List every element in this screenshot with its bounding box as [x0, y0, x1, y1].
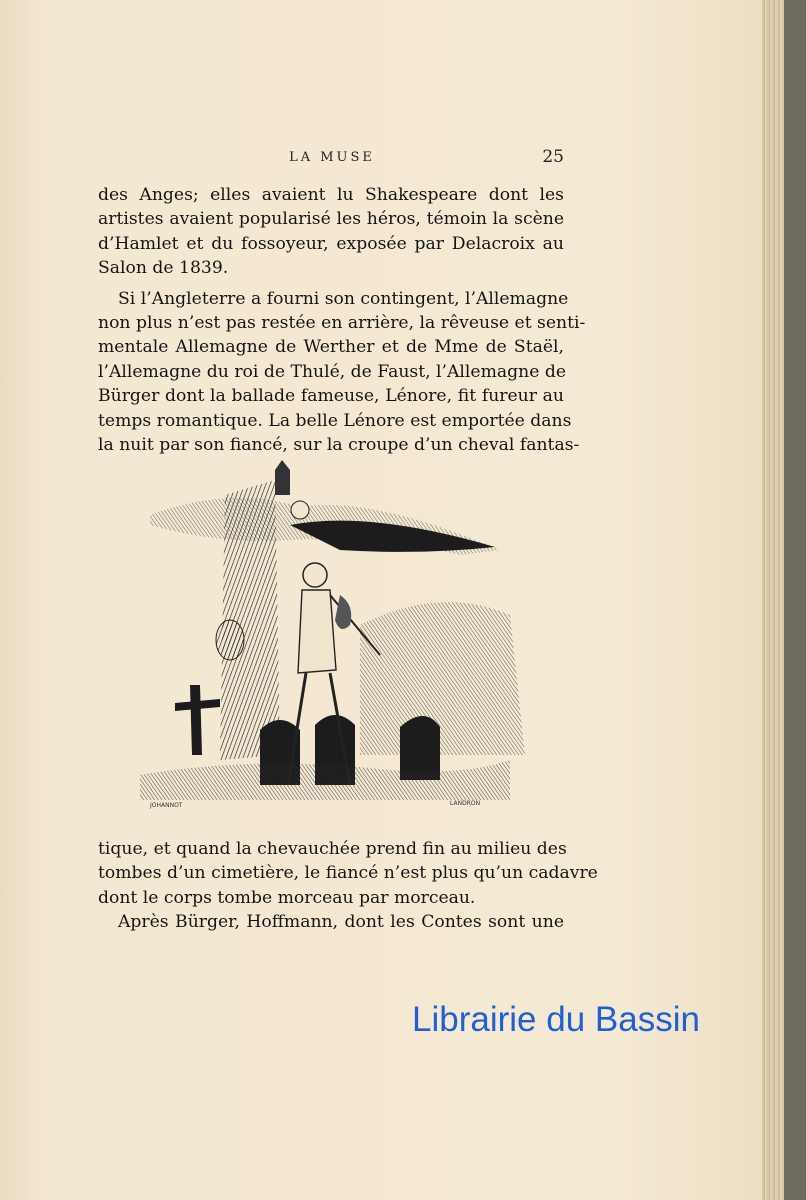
text-line: Bürger dont la ballade fameuse, Lénore, fit fureur au	[98, 386, 564, 407]
text-line: temps romantique. La belle Lénore est emportée dans	[98, 410, 572, 431]
text-line: la nuit par son fiancé, sur la croupe d’un cheval fantas-	[98, 435, 580, 456]
text-line: l’Allemagne du roi de Thulé, de Faust, l’Allemagne de	[98, 361, 567, 382]
text-line: artistes avaient popularisé les héros, témoin la scène	[98, 209, 564, 230]
text-line: Si l’Angleterre a fourni son contingent, l’Allemagne	[118, 288, 569, 309]
text-block-top	[98, 183, 586, 457]
page-edges	[762, 0, 784, 1200]
text-line: Salon de 1839.	[98, 258, 229, 279]
page-header	[100, 147, 564, 170]
text-line: dont le corps tombe morceau par morceau.	[98, 887, 476, 908]
running-head: LA MUSE	[289, 150, 375, 165]
text-block-bottom	[98, 837, 598, 935]
engraving-illustration	[140, 455, 535, 820]
page-number: 25	[542, 147, 564, 167]
watermark-text: Librairie du Bassin	[412, 1000, 700, 1039]
text-line: tombes d’un cimetière, le fiancé n’est plus qu’un cadavre	[98, 863, 598, 884]
text-line: des Anges; elles avaient lu Shakespeare dont les	[98, 185, 564, 205]
text-line: tique, et quand la chevauchée prend fin au milieu des	[98, 839, 567, 859]
illustrator-signature-left: JOHANNOT	[150, 802, 183, 809]
text-line: mentale Allemagne de Werther et de Mme de Staël,	[98, 337, 564, 358]
text-line: Après Bürger, Hoffmann, dont les Contes sont une	[118, 912, 564, 933]
text-line: non plus n’est pas restée en arrière, la rêveuse et senti-	[98, 313, 586, 334]
illustrator-signature-right: LANDRON	[450, 800, 481, 807]
text-line: d’Hamlet et du fossoyeur, exposée par Delacroix au	[98, 233, 564, 254]
